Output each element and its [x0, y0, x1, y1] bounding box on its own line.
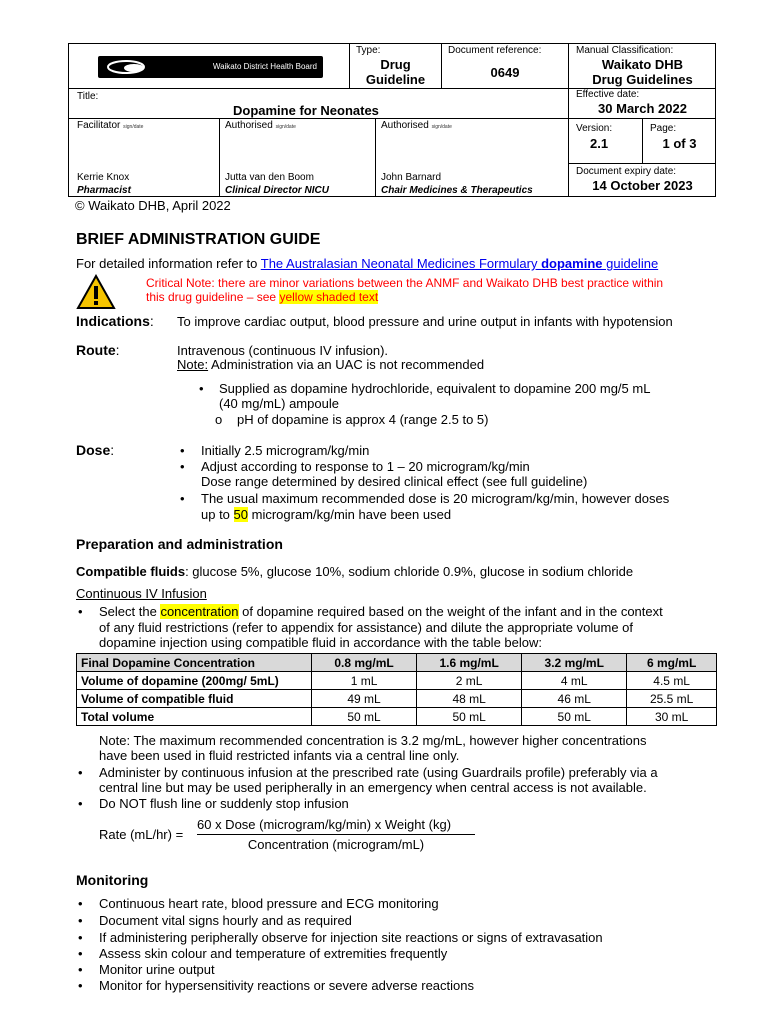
route-note: Note: Administration via an UAC is not recommended — [177, 357, 485, 372]
logo-swirl-icon — [104, 58, 164, 76]
civ-line-1: Select the concentration of dopamine required based on the weight of the infant and in the context — [99, 604, 663, 619]
authorised-label-2: Authorised sign/date — [381, 120, 452, 131]
dose-1: Initially 2.5 microgram/kg/min — [201, 443, 370, 458]
table-header-cell: Final Dopamine Concentration — [77, 654, 312, 672]
version-value: 2.1 — [590, 136, 609, 151]
indications-label: Indications: — [76, 313, 154, 329]
table-cell: 50 mL — [522, 708, 627, 726]
monitoring-item: Assess skin colour and temperature of extremities frequently — [99, 946, 448, 961]
copyright: © Waikato DHB, April 2022 — [75, 198, 231, 213]
dose-2b: Dose range determined by desired clinical effect (see full guideline) — [201, 474, 588, 489]
dose-3b: up to 50 microgram/kg/min have been used — [201, 507, 452, 522]
rate-denominator: Concentration (microgram/mL) — [247, 837, 425, 852]
type-label: Type: — [356, 45, 381, 56]
rate-numerator: 60 x Dose (microgram/kg/min) x Weight (kg) — [197, 817, 452, 832]
divider — [568, 163, 716, 164]
effective-value: 30 March 2022 — [598, 101, 687, 116]
continuous-iv-heading: Continuous IV Infusion — [76, 586, 207, 601]
monitoring-item: Monitor urine output — [99, 962, 215, 977]
bullet-dot-icon: • — [199, 381, 204, 396]
table-row — [77, 708, 717, 726]
table-cell: 30 mL — [627, 708, 717, 726]
table-cell: 49 mL — [312, 690, 417, 708]
bullet-dot-icon: • — [78, 930, 83, 945]
divider — [68, 118, 716, 119]
table-cell: 4 mL — [522, 672, 627, 690]
route-bullet-1b: (40 mg/mL) ampoule — [219, 396, 339, 411]
bullet-dot-icon: • — [78, 978, 83, 993]
title-label: Title: — [77, 91, 99, 102]
critical-note-line-2: this drug guideline – see yellow shaded text — [146, 290, 379, 304]
page-label: Page: — [650, 123, 677, 134]
note-line-1: Note: The maximum recommended concentration is 3.2 mg/mL, however higher concentrations — [99, 733, 647, 748]
table-cell: 1 mL — [312, 672, 417, 690]
dose-2: Adjust according to response to 1 – 20 microgram/kg/min — [201, 459, 530, 474]
table-cell: Volume of compatible fluid — [77, 690, 312, 708]
effective-label: Effective date: — [576, 89, 640, 100]
manual-value-1: Waikato DHB — [601, 57, 684, 72]
authoriser-1-name: Jutta van den Boom — [225, 172, 314, 183]
bullet-dot-icon: • — [78, 796, 83, 811]
manual-label: Manual Classification: — [576, 45, 674, 56]
table-cell: 2 mL — [417, 672, 522, 690]
admin-line-2: Do NOT flush line or suddenly stop infusion — [99, 796, 349, 811]
authoriser-2-role: Chair Medicines & Therapeutics — [381, 185, 533, 196]
route-sub-bullet: pH of dopamine is approx 4 (range 2.5 to 5) — [237, 412, 489, 427]
table-header-cell: 0.8 mg/mL — [312, 654, 417, 672]
bullet-dot-icon: • — [78, 962, 83, 977]
table-cell: 48 mL — [417, 690, 522, 708]
logo-text: Waikato District Health Board — [212, 62, 317, 71]
docref-label: Document reference: — [448, 45, 542, 56]
civ-line-3: dopamine injection using compatible fluid in accordance with the table below: — [99, 635, 542, 650]
table-header-cell: 1.6 mg/mL — [417, 654, 522, 672]
circle-bullet-icon: o — [215, 412, 223, 427]
civ-line-2: of any fluid restrictions (refer to appendix for assistance) and dilute the appropriate volume of — [99, 620, 634, 635]
monitoring-item: Monitor for hypersensitivity reactions or severe adverse reactions — [99, 978, 474, 993]
table-header-row — [77, 654, 717, 672]
compatible-fluids: Compatible fluids: glucose 5%, glucose 10%, sodium chloride 0.9%, glucose in sodium chloride — [76, 564, 634, 579]
waikato-dhb-logo — [98, 56, 323, 78]
table-cell: 50 mL — [312, 708, 417, 726]
intro-line: For detailed information refer to The Australasian Neonatal Medicines Formulary dopamine guideline — [76, 256, 659, 271]
monitoring-item: Continuous heart rate, blood pressure and ECG monitoring — [99, 896, 439, 911]
authoriser-1-role: Clinical Director NICU — [225, 185, 329, 196]
table-cell: 25.5 mL — [627, 690, 717, 708]
critical-note-line-1: Critical Note: there are minor variations between the ANMF and Waikato DHB best practice within — [146, 276, 664, 290]
rate-label: Rate (mL/hr) = — [99, 827, 184, 842]
expiry-label: Document expiry date: — [576, 166, 677, 177]
section-heading: BRIEF ADMINISTRATION GUIDE — [76, 231, 321, 248]
table-row — [77, 672, 717, 690]
admin-line-1b: central line but may be used peripherally in an emergency when central access is not available. — [99, 780, 647, 795]
type-value-1: Drug — [380, 57, 411, 72]
route-text: Intravenous (continuous IV infusion). — [177, 343, 389, 358]
table-header-cell: 3.2 mg/mL — [522, 654, 627, 672]
bullet-dot-icon: • — [180, 459, 185, 474]
table-header-cell: 6 mg/mL — [627, 654, 717, 672]
table-cell: Volume of dopamine (200mg/ 5mL) — [77, 672, 312, 690]
bullet-dot-icon: • — [180, 491, 185, 506]
page-value: 1 of 3 — [662, 136, 697, 151]
monitoring-item: If administering peripherally observe for injection site reactions or signs of extravasation — [99, 930, 603, 945]
table-cell: 46 mL — [522, 690, 627, 708]
note-line-2: have been used in fluid restricted infants via a central line only. — [99, 748, 460, 763]
warning-triangle-icon — [76, 274, 116, 310]
route-bullet-1: Supplied as dopamine hydrochloride, equivalent to dopamine 200 mg/5 mL — [219, 381, 651, 396]
admin-line-1: Administer by continuous infusion at the prescribed rate (using Guardrails profile) preferably via a — [99, 765, 658, 780]
authorised-label-1: Authorised sign/date — [225, 120, 296, 131]
facilitator-label: Facilitator sign/date — [77, 120, 144, 131]
type-value-2: Guideline — [365, 72, 426, 87]
facilitator-name: Kerrie Knox — [77, 172, 130, 183]
divider — [219, 118, 220, 197]
bullet-dot-icon: • — [78, 946, 83, 961]
concentration-table — [76, 653, 717, 726]
version-label: Version: — [576, 123, 613, 134]
fraction-bar — [197, 834, 475, 835]
prep-heading: Preparation and administration — [76, 536, 283, 552]
dose-3: The usual maximum recommended dose is 20 microgram/kg/min, however doses — [201, 491, 670, 506]
bullet-dot-icon: • — [78, 765, 83, 780]
bullet-dot-icon: • — [78, 604, 83, 619]
authoriser-2-name: John Barnard — [381, 172, 442, 183]
indications-text: To improve cardiac output, blood pressure and urine output in infants with hypotension — [177, 314, 673, 329]
dose-label: Dose: — [76, 442, 115, 458]
monitoring-heading: Monitoring — [76, 872, 149, 888]
divider — [375, 118, 376, 197]
docref-value: 0649 — [490, 65, 520, 80]
bullet-dot-icon: • — [180, 443, 185, 458]
table-row — [77, 690, 717, 708]
bullet-dot-icon: • — [78, 913, 83, 928]
table-cell: Total volume — [77, 708, 312, 726]
monitoring-item: Document vital signs hourly and as required — [99, 913, 352, 928]
anmf-dopamine-link[interactable]: The Australasian Neonatal Medicines Formulary dopamine guideline — [260, 256, 659, 271]
facilitator-role: Pharmacist — [77, 185, 131, 196]
bullet-dot-icon: • — [78, 896, 83, 911]
table-cell: 50 mL — [417, 708, 522, 726]
manual-value-2: Drug Guidelines — [592, 72, 693, 87]
route-label: Route: — [76, 342, 120, 358]
expiry-value: 14 October 2023 — [592, 178, 693, 193]
table-cell: 4.5 mL — [627, 672, 717, 690]
document-title: Dopamine for Neonates — [233, 103, 379, 118]
